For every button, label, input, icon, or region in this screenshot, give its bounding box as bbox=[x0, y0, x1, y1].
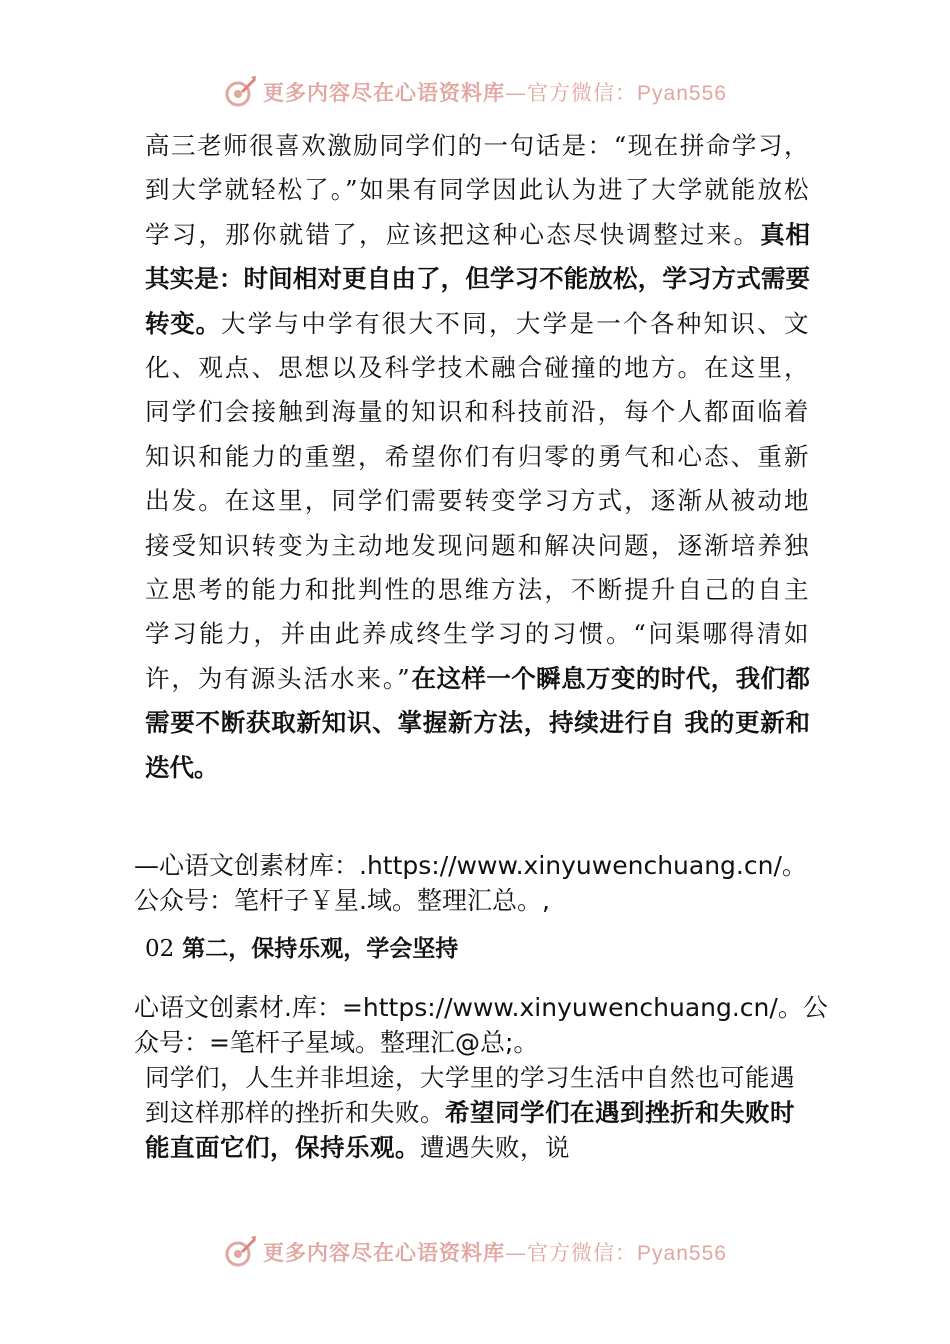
source-note-2-line-2: 众号：=笔杆子星域。整理汇@总;。 bbox=[134, 1028, 539, 1057]
paragraph2-bold-a: 希望同学们在遇到挫折和失败时能直面它们，保持乐观。 bbox=[145, 1098, 795, 1162]
source-note-2 bbox=[134, 990, 834, 1060]
source-note-2-line-1: 心语文创素材.库：=https://www.xinyuwenchuang.cn/。公 bbox=[134, 993, 828, 1022]
source-note-1-line-1: —心语文创素材库：.https://www.xinyuwenchuang.cn/。 bbox=[134, 851, 807, 880]
section-title: 第二，保持乐观，学会坚持 bbox=[182, 936, 459, 962]
watermark-group-bottom bbox=[223, 1235, 727, 1269]
paragraph1-text-b: 大学与中学有很大不同，大学是一个各种知识、文化、观点、思想以及科学技术融合碰撞的地方。在这里，同学们会接触到海量的知识和科技前沿，每个人都面临着知识和能力的重塑，希望你们有归零的勇气和心态、重新出发。在这里，同学们需要转变学习方式，逐渐从被动地接受知识转变为主动地发现问题和解决问题，逐渐培养独立思考的能力和批判性的思维方法，不断提升自己的自主学习能力，并由此养成终生学习的习惯。“问渠哪得清如许，为有源头活水来。” bbox=[145, 308, 810, 693]
watermark-text bbox=[263, 77, 727, 107]
source-note-1-line-2: 公众号：笔杆子￥星.域。整理汇总。, bbox=[134, 886, 550, 915]
paragraph1-bold-b: 在这样一个瞬息万变的时代，我们都需要不断获取新知识、掌握新方法，持续进行自 我的更新和迭代。 bbox=[145, 663, 810, 782]
paragraph1-text-a: 高三老师很喜欢激励同学们的一句话是：“现在拼命学习，到大学就轻松了。”如果有同学因此认为进了大学就能放松学习，那你就错了，应该把这种心态尽快调整过来。 bbox=[145, 131, 810, 249]
paragraph1-bold-a: 真相其实是：时间相对更自由了，但学习不能放松，学习方式需要转变。 bbox=[145, 219, 810, 338]
watermark-dash-bottom: — bbox=[505, 1241, 528, 1265]
quill-seal-icon bbox=[223, 75, 257, 109]
watermark-wechat-id-bottom: Pyan556 bbox=[637, 1242, 727, 1265]
watermark-label: 官方微信： bbox=[527, 81, 638, 105]
watermark-wechat-id: Pyan556 bbox=[637, 82, 727, 105]
watermark-dash: — bbox=[505, 81, 528, 105]
source-note-1 bbox=[134, 848, 834, 918]
paragraph-optimism bbox=[145, 1060, 810, 1165]
paragraph-university-learning bbox=[145, 124, 810, 790]
paragraph2-text-b: 遭遇失败，说 bbox=[420, 1133, 570, 1162]
watermark-brand: 更多内容尽在心语资料库 bbox=[263, 80, 506, 105]
watermark-brand-bottom: 更多内容尽在心语资料库 bbox=[263, 1240, 506, 1265]
section-number: 02 bbox=[145, 936, 175, 962]
paragraph2-text-a: 同学们，人生并非坦途，大学里的学习生活中自然也可能遇到这样那样的挫折和失败。 bbox=[145, 1063, 795, 1127]
header-watermark bbox=[0, 72, 950, 112]
watermark-text-bottom bbox=[263, 1237, 727, 1267]
watermark-label-bottom: 官方微信： bbox=[527, 1241, 638, 1265]
quill-seal-icon bbox=[223, 1235, 257, 1269]
watermark-group bbox=[223, 75, 727, 109]
footer-watermark bbox=[0, 1232, 950, 1272]
section-heading bbox=[145, 932, 458, 966]
